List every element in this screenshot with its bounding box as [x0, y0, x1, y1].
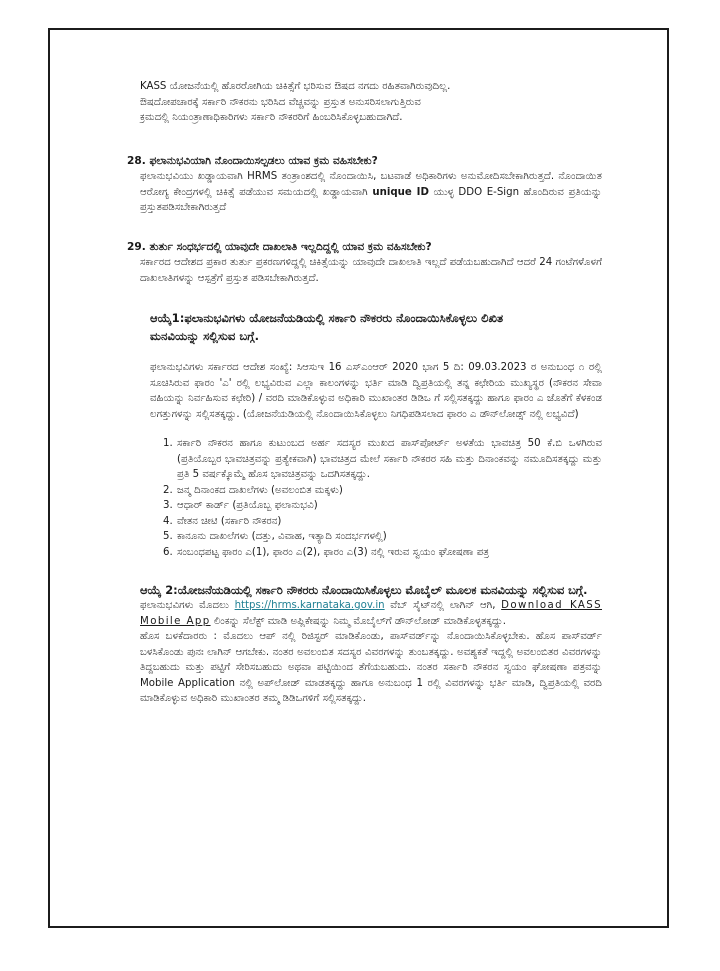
intro-paragraph [140, 79, 602, 126]
list-number: 5. [163, 531, 173, 542]
list-text: ಸರ್ಕಾರಿ ನೌಕರನ ಹಾಗೂ ಕುಟುಂಬದ ಅರ್ಹ ಸದಸ್ಯರ ಮುಖದ ಪಾಸ್‌ಪೋರ್ಟ್ ಅಳತೆಯ ಭಾವಚಿತ್ರ 50 ಕೆ.ಬಿ ಒಳಗಿರುವ (ಪ್ರತಿಯೊಬ್ಬರ ಭಾವಚಿತ್ರವನ್ನು ಪ್ರತ್ಯೇಕವಾಗಿ) ಭಾವಚಿತ್ರದ ಮೇಲೆ ಸರ್ಕಾರಿ ನೌಕರರ ಸಹಿ ಮತ್ತು ದಿನಾಂಕವನ್ನು ನಮೂದಿಸತಕ್ಕದ್ದು ಮತ್ತು ಪ್ರತಿ 5 ವರ್ಷಕ್ಕೊಮ್ಮೆ ಹೊಸ ಭಾವಚಿತ್ರವನ್ನು ಒದಗಿಸತಕ್ಕದ್ದು. [177, 438, 602, 480]
list-text: ಜನ್ಮ ದಿನಾಂಕದ ದಾಖಲೆಗಳು (ಅವಲಂಬಿತ ಮಕ್ಕಳು) [177, 484, 343, 496]
document-body [127, 79, 603, 707]
list-text: ಆಧಾರ್ ಕಾರ್ಡ್ (ಪ್ರತಿಯೊಬ್ಬ ಫಲಾನುಭವಿ) [177, 500, 318, 511]
attachment-item [163, 545, 602, 561]
list-number: 2. [163, 484, 173, 496]
attachment-item [163, 514, 602, 530]
faq-question-28 [127, 154, 602, 170]
intro-line: ಔಷದೋಪಚಾರಕ್ಕೆ ಸರ್ಕಾರಿ ನೌಕರನು ಭರಿಸಿದ ವೆಚ್ಚವನ್ನು ಪ್ರಸ್ತುತ ಅನುಸರಿಸಲಾಗುತ್ತಿರುವ [140, 96, 421, 108]
list-text: ವೇತನ ಚೀಟಿ (ಸರ್ಕಾರಿ ನೌಕರನ) [177, 515, 282, 527]
faq-number: 29. [127, 240, 146, 253]
faq-answer-28 [140, 169, 602, 216]
list-number: 6. [163, 546, 173, 558]
faq-question-text: ಫಲಾನುಭವಿಯಾಗಿ ನೊಂದಾಯಿಸಲ್ಪಡಲು ಯಾವ ಕ್ರಮ ವಹಿಸಬೇಕು? [149, 154, 378, 167]
list-number: 4. [163, 515, 173, 527]
body-text: ವೆಬ್ ಸೈಟ್‌ನಲ್ಲಿ ಲಾಗಿನ್ ಆಗಿ, [390, 600, 496, 611]
attachment-item [163, 498, 602, 514]
faq-number: 28. [127, 154, 146, 167]
hrms-website-link[interactable]: https://hrms.karnataka.gov.in [234, 600, 385, 611]
answer-text: ಯುಳ್ಳ DDO E-Sign ಹೊಂದಿರುವ ಪ್ರತಿಯನ್ನು ಪ್ರಸ್ತುತಪಡಿಸಬೇಕಾಗಿರುತ್ತದೆ [140, 186, 603, 213]
faq-question-29 [127, 240, 602, 256]
option-1-body: ಫಲಾನುಭವಿಗಳು ಸರ್ಕಾರದ ಆದೇಶ ಸಂಖ್ಯೆ: ಸಿಆಸುಇ 16 ಎಸ್‌ಎಂಆರ್ 2020 ಭಾಗ 5 ದಿ: 09.03.2023 ರ ಅನುಬಂಧ ೧ ರಲ್ಲಿ ಸೂಚಿಸಿರುವ ಫಾರಂ 'ಎ' ರಲ್ಲಿ ಲಭ್ಯವಿರುವ ಎಲ್ಲಾ ಕಾಲಂಗಳನ್ನು ಭರ್ತಿ ಮಾಡಿ ದ್ವಿಪ್ರತಿಯಲ್ಲಿ ತನ್ನ ಕಛೇರಿಯ ಮುಖ್ಯಸ್ಥರ (ನೌಕರನ ಸೇವಾ ವಹಿಯನ್ನು ನಿರ್ವಹಿಸುವ ಕಛೇರಿ) / ವರದಿ ಮಾಡಿಕೊಳ್ಳುವ ಅಧಿಕಾರಿ ಮುಖಾಂತರ ಡಿಡಿಒ ಗೆ ಸಲ್ಲಿಸತಕ್ಕದ್ದು ಹಾಗೂ ಫಾರಂ ಎ ಜೊತೆಗೆ ಕೆಳಕಂಡ ಲಗತ್ತುಗಳನ್ನು ಸಲ್ಲಿಸತಕ್ಕದ್ದು. (ಯೋಜನೆಯಡಿಯಲ್ಲಿ ನೊಂದಾಯಿಸಿಕೊಳ್ಳಲು ನಿಗಧಿಪಡಿಸಲಾದ ಫಾರಂ ಎ ಡೌನ್‌ಲೋಡ್ಸ್ ನಲ್ಲಿ ಲಭ್ಯವಿದೆ) [150, 362, 602, 420]
list-text: ಕಾನೂನು ದಾಖಲೆಗಳು (ದತ್ತು, ವಿವಾಹ, ಇತ್ಯಾದಿ ಸಂದರ್ಭಗಳಲ್ಲಿ) [177, 531, 387, 542]
faq-item-29 [127, 240, 602, 287]
attachment-item [163, 483, 602, 499]
faq-answer-29: ಸರ್ಕಾರದ ಆದೇಶದ ಪ್ರಕಾರ ತುರ್ತು ಪ್ರಕರಣಗಳಿದ್ದಲ್ಲಿ ಚಿಕಿತ್ಸೆಯನ್ನು ಯಾವುದೇ ದಾಖಲಾತಿ ಇಲ್ಲದೆ ಪಡೆಯಬಹುದಾಗಿದೆ ಆದರೆ 24 ಗಂಟೆಗಳೊಳಗೆ ದಾಖಲಾತಿಗಳನ್ನು ಆಸ್ಪತ್ರೆಗೆ ಪ್ರಸ್ತುತ ಪಡಿಸಬೇಕಾಗಿರುತ್ತದೆ. [140, 257, 602, 284]
intro-line: ಕ್ರಮದಲ್ಲಿ ನಿಯಂತ್ರಾಣಾಧಿಕಾರಿಗಳು ಸರ್ಕಾರಿ ನೌಕರರಿಗೆ ಹಿಂಬರಿಸಿಕೊಳ್ಳಬಹುದಾಗಿದೆ. [140, 112, 403, 123]
option-2-body [140, 598, 602, 629]
body-text: ಫಲಾನುಭವಿಗಳು ಮೊದಲು [140, 600, 229, 611]
faq-item-28 [127, 154, 603, 216]
list-number: 3. [163, 500, 173, 511]
body-text: ಲಿಂಕನ್ನು ಸೆಲೆಕ್ಟ್ ಮಾಡಿ ಅಪ್ಲಿಕೇಷನ್ನು ನಿಮ್ಮ ಮೊಬೈಲ್‌ಗೆ ಡೌನ್‌ಲೋಡ್ ಮಾಡಿಕೊಳ್ಳತಕ್ಕದ್ದು. [213, 615, 506, 627]
faq-question-text: ತುರ್ತು ಸಂಧರ್ಭದಲ್ಲಿ ಯಾವುದೇ ದಾಖಲಾತಿ ಇಲ್ಲದಿದ್ದಲ್ಲಿ ಯಾವ ಕ್ರಮ ವಹಿಸಬೇಕು? [149, 240, 432, 253]
unique-id-emphasis: unique ID [372, 186, 429, 198]
intro-line: KASS ಯೋಜನೆಯಲ್ಲಿ ಹೊರರೋಗಿಯ ಚಿಕಿತ್ಸೆಗೆ ಭರಿಸುವ ಔಷದ ನಗದು ರಹಿತವಾಗಿರುವುದಿಲ್ಲ. [140, 81, 451, 92]
attachments-list [140, 436, 602, 560]
answer-text: ಫಲಾನುಭವಿಯು ಖಡ್ಡಾಯವಾಗಿ HRMS ತಂತ್ರಾಂಶದಲ್ಲಿ ನೊಂದಾಯಿಸಿ, ಬಟವಾಡೆ ಅಧಿಕಾರಿಗಳು ಅನುಮೋದಿಸಬೇಕಾಗಿರುತ್ತದೆ. ನೊಂದಾಯಿತ ಆರೋಗ್ಯ ಕೇಂದ್ರಗಳಲ್ಲಿ ಚಿಕಿತ್ಸೆ ಪಡೆಯುವ ಸಮಯದಲ್ಲಿ ಖಡ್ಡಾಯವಾಗಿ [140, 171, 602, 198]
list-number: 1. [163, 438, 173, 449]
option-2-heading: ಆಯ್ಕೆ 2:ಯೋಜನೆಯಡಿಯಲ್ಲಿ ಸರ್ಕಾರಿ ನೌಕರರು ನೊಂದಾಯಿಸಿಕೊಳ್ಳಲು ಮೊಬೈಲ್ ಮೂಲಕ ಮನವಿಯನ್ನು ಸಲ್ಲಿಸುವ ಬಗ್ಗೆ. [140, 583, 588, 597]
option-1-heading: ಆಯ್ಕೆ1:ಫಲಾನುಭವಿಗಳು ಯೋಜನೆಯಡಿಯಲ್ಲಿ ಸರ್ಕಾರಿ ನೌಕರರು ನೊಂದಾಯಿಸಿಕೊಳ್ಳಲು ಲಿಖಿತ ಮನವಿಯನ್ನು ಸಲ್ಲಿಸುವ ಬಗ್ಗೆ. [150, 311, 504, 343]
attachment-item [163, 529, 602, 545]
new-users-instructions: ಹೊಸ ಬಳಕೆದಾರರು : ಮೊದಲು ಆಪ್ ನಲ್ಲಿ ರಿಜಿಸ್ಟರ್ ಮಾಡಿಕೊಂಡು, ಪಾಸ್‌ವರ್ಡ್‌ನ್ನು ನೊಂದಾಯಿಸಿಕೊಳ್ಳಬೇಕು. ಹೊಸ ಪಾಸ್‌ವರ್ಡ್ ಬಳಸಿಕೊಂಡು ಪುನಃ ಲಾಗಿನ್ ಆಗಬೇಕು. ನಂತರ ಅವಲಂಬಿತ ಸದಸ್ಯರ ವಿವರಗಳನ್ನು ತುಂಬತಕ್ಕದ್ದು. ಅವಶ್ಯಕತೆ ಇದ್ದಲ್ಲಿ ಅವಲಂಬಿತರ ವಿವರಗಳನ್ನು ತಿದ್ದಬಹುದು ಮತ್ತು ಪಟ್ಟಿಗೆ ಸೇರಿಸಬಹುದು ಅಥವಾ ಪಟ್ಟಿಯಿಂದ ತೆಗೆಯಬಹುದು. ನಂತರ ಸರ್ಕಾರಿ ನೌಕರನ ಸ್ವಯಂ ಘೋಷಣಾ ಪತ್ರವನ್ನು Mobile Application ನಲ್ಲಿ ಅಪ್‌ಲೋಡ್ ಮಾಡತಕ್ಕದ್ದು ಹಾಗೂ ಅನುಬಂಧ 1 ರಲ್ಲಿ ವಿವರಗಳನ್ನು ಭರ್ತಿ ಮಾಡಿ, ದ್ವಿಪ್ರತಿಯಲ್ಲಿ ವರದಿ ಮಾಡಿಕೊಳ್ಳುವ ಅಧಿಕಾರಿ ಮುಖಾಂತರ ತಮ್ಮ ಡಿಡಿಒಗಳಿಗೆ ಸಲ್ಲಿಸತಕ್ಕದ್ದು. [140, 631, 602, 704]
download-kass-app-link[interactable]: Download KASS Mobile App [140, 600, 603, 627]
attachment-item [163, 436, 602, 483]
list-text: ಸಂಬಂಧಪಟ್ಟ ಫಾರಂ ಎ(1), ಫಾರಂ ಎ(2), ಫಾರಂ ಎ(3) ನಲ್ಲಿ ಇರುವ ಸ್ವಯಂ ಘೋಷಣಾ ಪತ್ರ [177, 546, 490, 558]
